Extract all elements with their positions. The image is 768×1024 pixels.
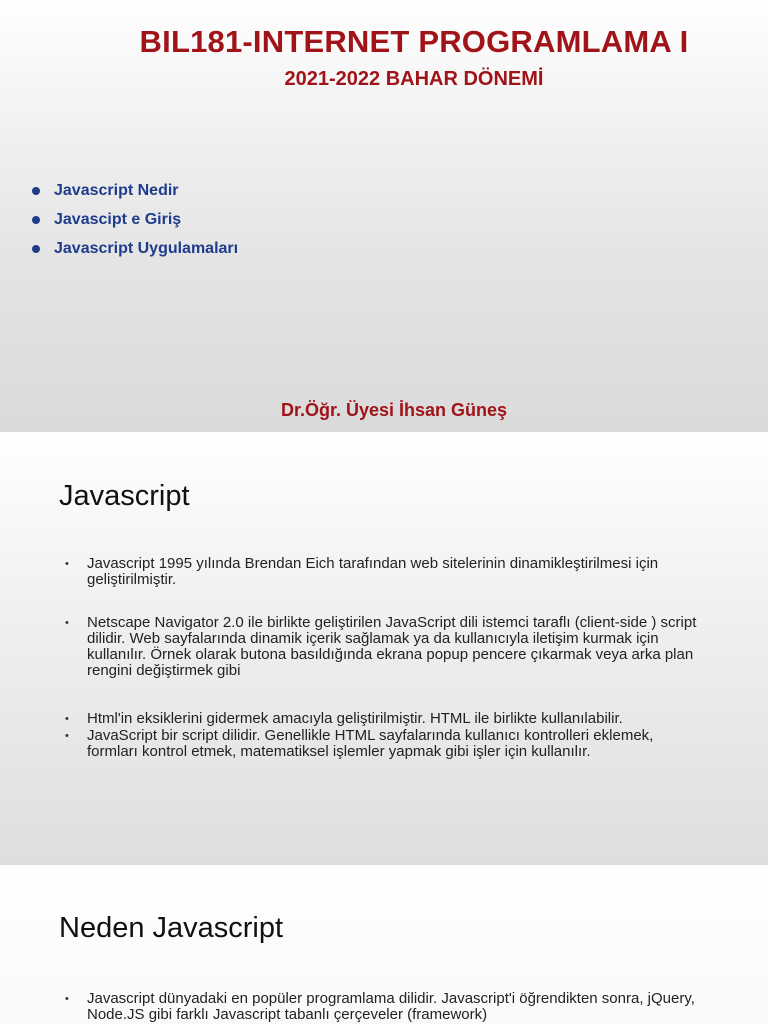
javascript-slide [0,432,768,865]
bullet-list [65,556,705,760]
bullet-text: Netscape Navigator 2.0 ile birlikte geliştirilen JavaScript dili istemci taraflı (client-side ) script dilidir. Web sayfalarında dinamik içerik sağlamak ya da kullanıcıyla iletişim kurmak için kullanılır. Örnek olarak butona basıldığında ekrana popup pencere çıkarmak veya arka plan rengini değiştirmek gibi [87,614,697,679]
bullet-item [65,556,705,588]
topic-label: Javascript Uygulamaları [54,239,239,257]
bullet-text: JavaScript bir script dilidir. Genellikle HTML sayfalarında kullanıcı kontrolleri eklemek, formları kontrol etmek, matematiksel işlemler yapmak gibi işler için kullanılır. [87,727,654,760]
title-slide [0,0,768,432]
bullet-dot-icon [32,187,40,195]
author-name: Dr.Öğr. Üyesi İhsan Güneş [280,400,508,420]
topic-item [32,205,238,234]
bullet-icon: • [65,730,69,742]
bullet-item [65,728,705,760]
topic-label: Javascipt e Giriş [54,210,182,228]
topic-item [32,176,238,205]
bullet-text: Javascript 1995 yılında Brendan Eich tarafından web sitelerinin dinamikleştirilmesi için geliştirilmiştir. [87,555,659,588]
topic-item [32,234,238,263]
course-title: BIL181-INTERNET PROGRAMLAMA I [139,24,689,59]
bullet-text: Html'in eksiklerini gidermek amacıyla geliştirilmiştir. HTML ile birlikte kullanılabilir. [87,710,623,727]
bullet-list [65,991,705,1023]
bullet-icon: • [65,558,69,570]
slide-heading: Neden Javascript [59,912,284,944]
bullet-icon: • [65,993,69,1005]
bullet-dot-icon [32,216,40,224]
slide-heading: Javascript [59,480,190,512]
bullet-item [65,991,705,1023]
bullet-icon: • [65,713,69,725]
semester-subtitle: 2021-2022 BAHAR DÖNEMİ [284,68,544,90]
bullet-item [65,615,705,679]
why-javascript-slide [0,865,768,1024]
bullet-item [65,711,705,727]
topic-list [32,176,238,263]
bullet-text: Javascript dünyadaki en popüler programlama dilidir. Javascript'i öğrendikten sonra, jQuery, Node.JS gibi farklı Javascript tabanlı çerçeveler (framework) [87,990,695,1023]
bullet-icon: • [65,617,69,629]
bullet-dot-icon [32,245,40,253]
topic-label: Javascript Nedir [54,181,179,199]
